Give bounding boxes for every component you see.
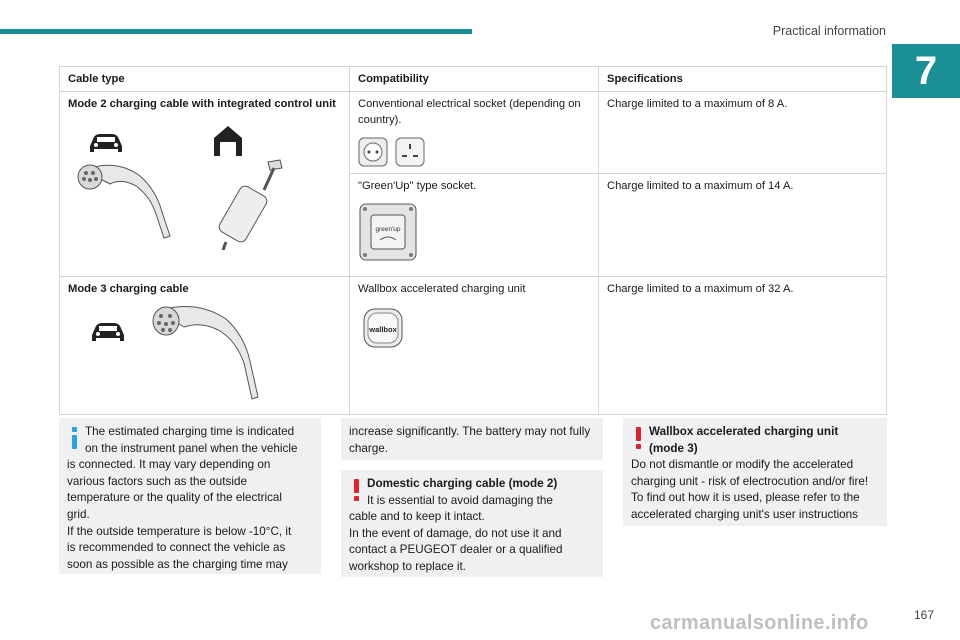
mode2-cable-illustration [68,120,308,250]
warning-line: It is essential to avoid damaging the [367,493,553,507]
warning-title: (mode 3) [649,441,698,455]
warning-line: workshop to replace it. [349,560,466,574]
type2-plug-icon [78,165,170,238]
table-row [60,92,887,173]
warning-line: In the event of damage, do not use it and [349,526,562,540]
svg-text:green'up: green'up [375,225,401,233]
table-cell-compatibility [350,92,599,173]
watermark: carmanualsonline.info [650,612,869,634]
compat-greenup: "Green'Up" type socket. [358,179,477,192]
wallbox-warning [623,418,887,526]
warning-icon [636,427,641,449]
wallbox-icon [358,305,408,355]
table-cell-cable [60,276,350,414]
mode3-cable-illustration [68,305,288,405]
info-note [59,418,321,574]
warning-title: Wallbox accelerated charging unit [649,425,839,438]
chapter-number-tab: 7 [892,44,960,98]
uk-socket-icon [396,138,424,166]
cable-name-mode3: Mode 3 charging cable [68,282,189,295]
info-line: on the instrument panel when the vehicle [85,441,298,455]
header-compatibility: Compatibility [350,67,599,92]
header-accent-bar [0,29,472,34]
table-row [60,276,887,414]
info-line: various factors such as the outside [67,474,247,488]
warning-line: Do not dismantle or modify the accelerated [631,458,854,472]
info-line: grid. [67,508,90,522]
greenup-socket-icon [358,202,418,262]
table-cell-compatibility [350,276,599,414]
info-icon [72,427,77,449]
info-line: soon as possible as the charging time may [67,557,288,571]
compat-conventional: Conventional electrical socket (depending on country). [358,98,581,127]
header-specifications: Specifications [599,67,887,92]
info-note-continued [341,418,603,460]
warning-icon [354,479,359,501]
cable-name-mode2: Mode 2 charging cable with integrated control unit [68,98,336,111]
table-cell-spec: Charge limited to a maximum of 32 A. [599,276,887,414]
svg-text:wallbox: wallbox [369,324,397,334]
schuko-socket-icon [359,138,387,166]
warning-title: Domestic charging cable (mode 2) [367,477,558,490]
info-line: The estimated charging time is indicated [85,425,295,438]
domestic-cable-warning [341,470,603,577]
info-line: is connected. It may vary depending on [67,458,271,472]
info-line: is recommended to connect the vehicle as [67,541,286,555]
mode2-cable-icon [217,160,282,250]
section-title: Practical information [772,24,886,38]
socket-illustrations [358,137,438,169]
compat-wallbox: Wallbox accelerated charging unit [358,282,526,295]
warning-line: charging unit - risk of electrocution and/or fire! [631,474,869,488]
charging-cable-table [59,66,887,415]
home-icon [214,126,242,156]
page-number: 167 [913,608,934,622]
table-cell-cable [60,92,350,276]
warning-line: contact a PEUGEOT dealer or a qualified [349,543,563,557]
info-line: If the outside temperature is below -10°C, it [67,524,292,538]
warning-line: accelerated charging unit's user instructions [631,508,859,522]
car-icon [90,134,122,152]
type2-plug-icon [153,306,258,399]
warning-line: To find out how it is used, please refer to the [631,491,860,505]
table-header-row [60,67,887,92]
table-cell-compatibility [350,173,599,276]
table-cell-spec: Charge limited to a maximum of 8 A. [599,92,887,173]
header-cable-type: Cable type [60,67,350,92]
warning-line: cable and to keep it intact. [349,510,485,524]
table-cell-spec: Charge limited to a maximum of 14 A. [599,173,887,276]
info-continued-text: increase significantly. The battery may not fully charge. [349,425,591,455]
car-icon [92,323,124,341]
info-line: temperature or the quality of the electrical [67,491,283,505]
